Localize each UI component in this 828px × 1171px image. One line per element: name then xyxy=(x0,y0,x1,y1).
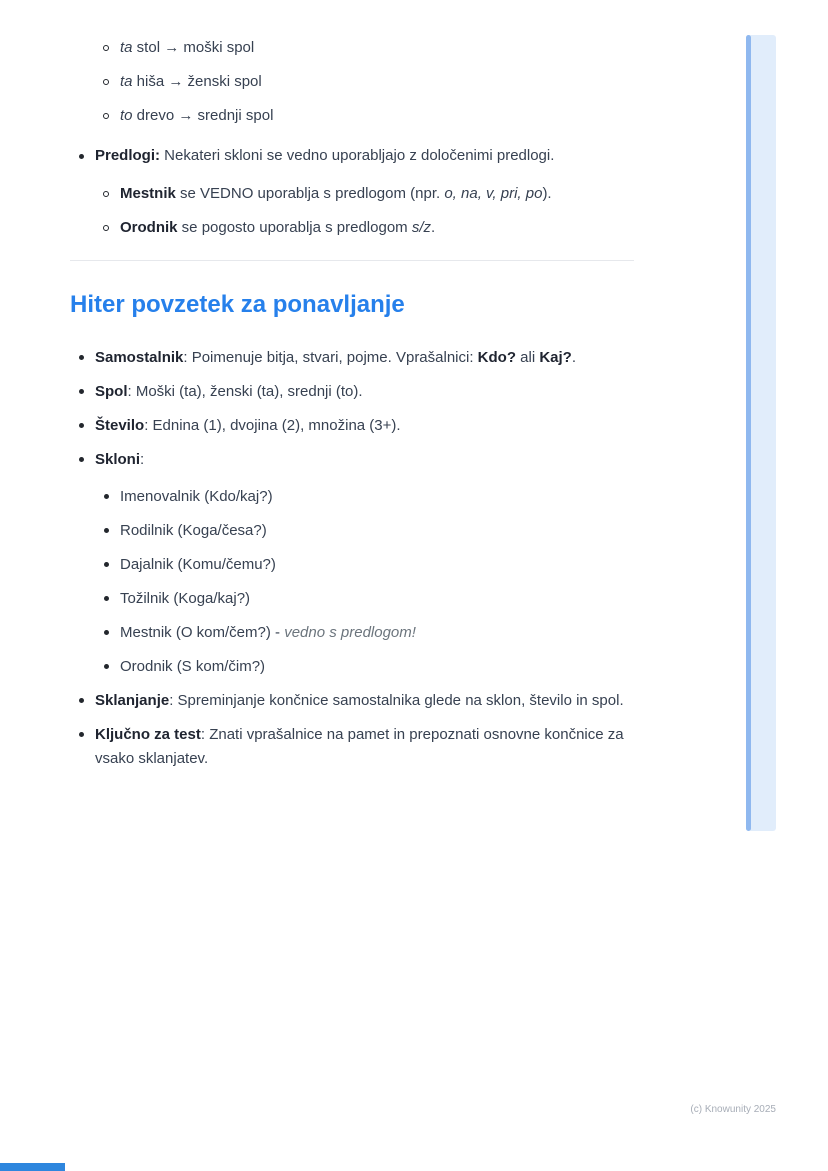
list-item: Imenovalnik (Kdo/kaj?) xyxy=(120,485,634,509)
list-item: Mestnik se VEDNO uporablja s predlogom (npr. o, na, v, pri, po). xyxy=(120,182,634,206)
summary-list xyxy=(70,346,634,771)
list-item: Rodilnik (Koga/česa?) xyxy=(120,519,634,543)
list-item-text: Predlogi: Nekateri skloni se vedno uporabljajo z določenimi predlogi. xyxy=(95,147,555,164)
list-item: ta hiša → ženski spol xyxy=(120,70,634,94)
list-item: Samostalnik: Poimenuje bitja, stvari, pojme. Vprašalnici: Kdo? ali Kaj?. xyxy=(95,346,634,370)
list-item: ta stol → moški spol xyxy=(120,36,634,60)
list-item: Orodnik se pogosto uporablja s predlogom s/z. xyxy=(120,216,634,240)
list-item: Število: Ednina (1), dvojina (2), množina (3+). xyxy=(95,414,634,438)
list-item: Dajalnik (Komu/čemu?) xyxy=(120,553,634,577)
list-item-text: Skloni: xyxy=(95,450,145,468)
predlogi-list xyxy=(70,144,634,240)
scrollbar-thumb[interactable] xyxy=(746,35,751,831)
list-item: Spol: Moški (ta), ženski (ta), srednji (to). xyxy=(95,380,634,404)
list-item: to drevo → srednji spol xyxy=(120,104,634,128)
section-divider xyxy=(70,260,634,261)
predlogi-sublist xyxy=(95,182,634,240)
list-item: Ključno za test: Znati vprašalnice na pamet in prepoznati osnovne končnice za vsako sklanjatev. xyxy=(95,723,634,771)
skloni-cases-list xyxy=(95,485,634,679)
content-column xyxy=(70,36,634,781)
list-item: Sklanjanje: Spreminjanje končnice samostalnika glede na sklon, število in spol. xyxy=(95,689,634,713)
gender-example-list xyxy=(70,36,634,128)
list-item: Orodnik (S kom/čim?) xyxy=(120,655,634,679)
list-item xyxy=(95,448,634,679)
list-item: Mestnik (O kom/čem?) - vedno s predlogom! xyxy=(120,621,634,645)
list-item: Tožilnik (Koga/kaj?) xyxy=(120,587,634,611)
section-heading: Hiter povzetek za ponavljanje xyxy=(70,291,405,318)
copyright-text: (c) Knowunity 2025 xyxy=(690,1104,776,1115)
list-item xyxy=(95,144,634,240)
page-accent-bar xyxy=(0,1163,65,1171)
scrollbar-track[interactable] xyxy=(748,35,776,831)
